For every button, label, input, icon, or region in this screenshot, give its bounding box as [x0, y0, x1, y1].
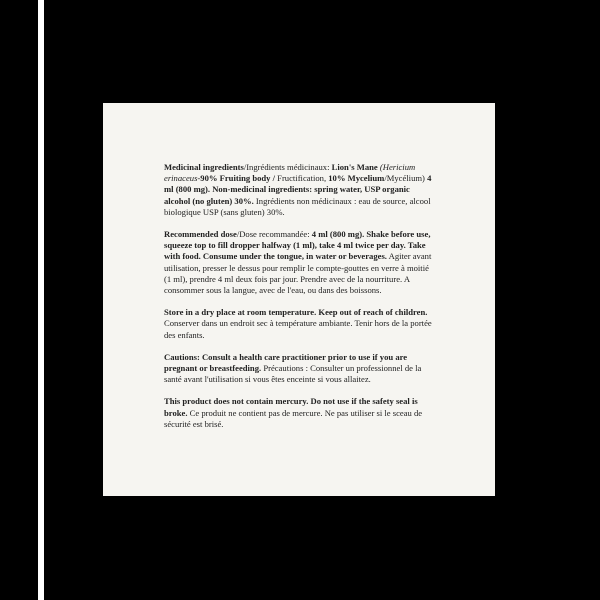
- ingredients-segment: /Ingrédients médicinaux:: [243, 162, 332, 172]
- cautions-paragraph: [164, 352, 436, 386]
- ingredients-segment: 10% Mycelium: [328, 173, 385, 184]
- ingredients-segment: (Hericium erinaceus-: [164, 162, 416, 184]
- ingredients-segment: /Mycélium): [384, 173, 425, 184]
- storage-segment: Store in a dry place at room temperature. Keep out of reach of children.: [164, 307, 428, 318]
- ingredients-paragraph: [164, 162, 436, 218]
- storage-segment: Conserver dans un endroit sec à température ambiante. Tenir hors de la portée des enfants.: [164, 318, 432, 340]
- dose-segment: /Dose recommandée:: [236, 229, 312, 240]
- cautions-segment: Cautions: Consult a health care practitioner prior to use if you are pregnant or breastfeeding.: [164, 351, 408, 374]
- ingredients-segment: 90% Fruiting body /: [200, 173, 276, 184]
- dose-segment: 4 ml (800 mg). Shake before use, squeeze top to fill dropper halfway (1 ml), take 4 ml twice per day. Take with food. Consume under the tongue, in water or beverages.: [164, 229, 431, 262]
- dose-segment: Recommended dose: [164, 229, 237, 240]
- mercury-notice-paragraph: [164, 396, 436, 430]
- ingredients-segment: Lion's Mane: [331, 162, 378, 172]
- ingredients-segment: Medicinal ingredients: [164, 162, 244, 172]
- mercury-segment: Ce produit ne contient pas de mercure. Ne pas utiliser si le sceau de sécurité est brisé.: [164, 407, 423, 429]
- cautions-segment: Précautions : Consulter un professionnel de la santé avant l'utilisation si vous êtes enceinte si vous allaitez.: [164, 363, 422, 385]
- product-label: [103, 103, 495, 496]
- ingredients-segment: Fructification,: [275, 173, 329, 184]
- ingredients-segment: 4 ml (800 mg). Non-medicinal ingredients: spring water, USP organic alcohol (no gluten) 30%.: [164, 173, 432, 206]
- dose-segment: Agiter avant utilisation, presser le dessus pour remplir le compte-gouttes en verre à moitié (1 ml), prendre 4 ml deux fois par jour. Prendre avec de la nourriture. A consommer sous la langue, avec de l'eau, ou dans des boissons.: [164, 251, 432, 296]
- storage-paragraph: [164, 307, 436, 341]
- ingredients-segment: Ingrédients non médicinaux : eau de source, alcool biologique USP (sans gluten) 30%.: [164, 195, 431, 217]
- recommended-dose-paragraph: [164, 229, 436, 296]
- mercury-segment: This product does not contain mercury. Do not use if the safety seal is broke.: [164, 396, 418, 418]
- label-text: [164, 162, 436, 441]
